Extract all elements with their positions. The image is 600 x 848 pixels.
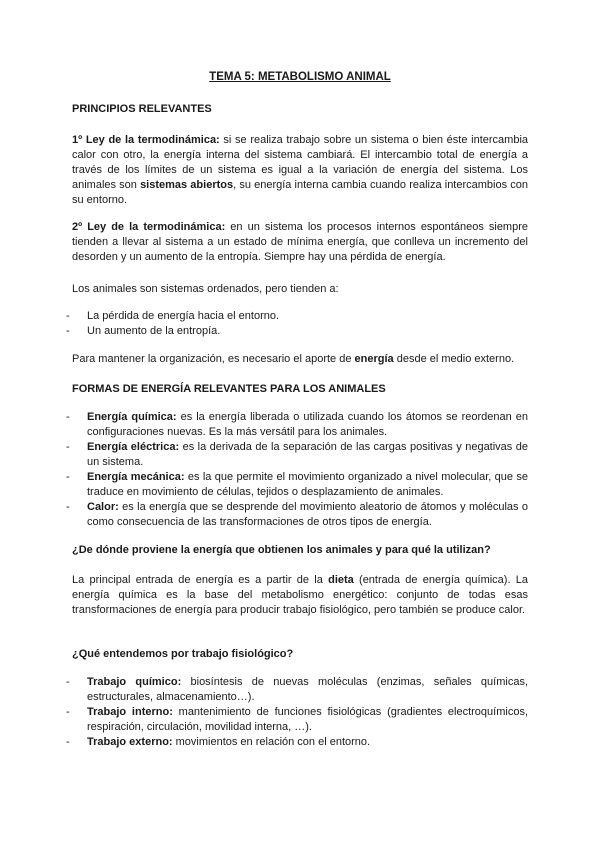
list-item: - Trabajo químico: biosíntesis de nuevas moléculas (enzimas, señales químicas, estructurales, almacenamiento…). xyxy=(66,676,528,703)
diet-bold: dieta xyxy=(328,574,354,586)
paragraph-first-law xyxy=(72,133,528,208)
first-law-text-a: si se realiza trabajo sobre un sistema o bien éste intercambia calor con otro, la energía interna del sistema cambiará. El intercambio total de energía a través de los límites de un sistema es igual a la variación de energía del sistema. Los animales son xyxy=(72,134,529,191)
second-law-label: 2º Ley de la termodinámica: xyxy=(72,221,226,233)
list-energy-forms xyxy=(66,410,528,530)
list-item: - Energía química: es la energía liberada o utilizada cuando los átomos se reordenan en configuraciones nuevas. Es la más versátil para los animales. xyxy=(66,411,528,438)
second-law-text: en un sistema los procesos internos espontáneos siempre tienden a llevar al sistema a un estado de mínima energía, que conlleva un incremento del desorden y un aumento de la entropía. Siempre hay una pérdida de energía. xyxy=(72,221,528,263)
section-heading-origin: ¿De dónde proviene la energía que obtienen los animales y para qué la utilizan? xyxy=(72,544,491,556)
list-item: - La pérdida de energía hacia el entorno. xyxy=(66,310,280,322)
paragraph-second-law xyxy=(72,220,528,265)
list-item: - Energía mecánica: es la que permite el movimiento organizado a nivel molecular, que se traduce en movimiento de células, tejidos o desplazamiento de animales. xyxy=(66,471,528,498)
paragraph-diet: La principal entrada de energía es a partir de la dieta (entrada de energía química). La energía química es la base del metabolismo energético: conjunto de todas esas transformaciones de energía para producir trabajo fisiológico, pero también se produce calor. xyxy=(72,574,528,616)
paragraph-ordered-systems: Los animales son sistemas ordenados, pero tienden a: xyxy=(72,283,339,295)
paragraph-organization: Para mantener la organización, es necesario el aporte de energía desde el medio externo. xyxy=(72,353,515,365)
list-tendencies xyxy=(66,309,528,339)
section-heading-formas: FORMAS DE ENERGÍA RELEVANTES PARA LOS ANIMALES xyxy=(72,383,386,395)
list-item: - Calor: es la energía que se desprende del movimiento aleatorio de átomos y moléculas o como consecuencia de las transformaciones de otros tipos de energía. xyxy=(66,501,528,528)
section-heading-principios: PRINCIPIOS RELEVANTES xyxy=(72,103,212,115)
list-item: - Energía eléctrica: es la derivada de la separación de las cargas positivas y negativas de un sistema. xyxy=(66,441,528,468)
first-law-bold: sistemas abiertos xyxy=(140,179,234,191)
first-law-label: 1º Ley de la termodinámica: xyxy=(72,134,220,146)
first-law-text-b: , su energía interna cambia cuando realiza intercambios con su entorno. xyxy=(72,179,528,206)
list-item: - Un aumento de la entropía. xyxy=(66,325,221,337)
energy-bold: energía xyxy=(354,353,394,365)
list-item: - Trabajo externo: movimientos en relación con el entorno. xyxy=(66,736,371,748)
list-item: - Trabajo interno: mantenimiento de funciones fisiológicas (gradientes electroquímicos, respiración, circulación, movilidad interna, …). xyxy=(66,706,528,733)
list-work-types xyxy=(66,675,528,750)
page-title: TEMA 5: METABOLISMO ANIMAL xyxy=(209,71,391,83)
section-heading-trabajo: ¿Qué entendemos por trabajo fisiológico? xyxy=(72,648,294,660)
